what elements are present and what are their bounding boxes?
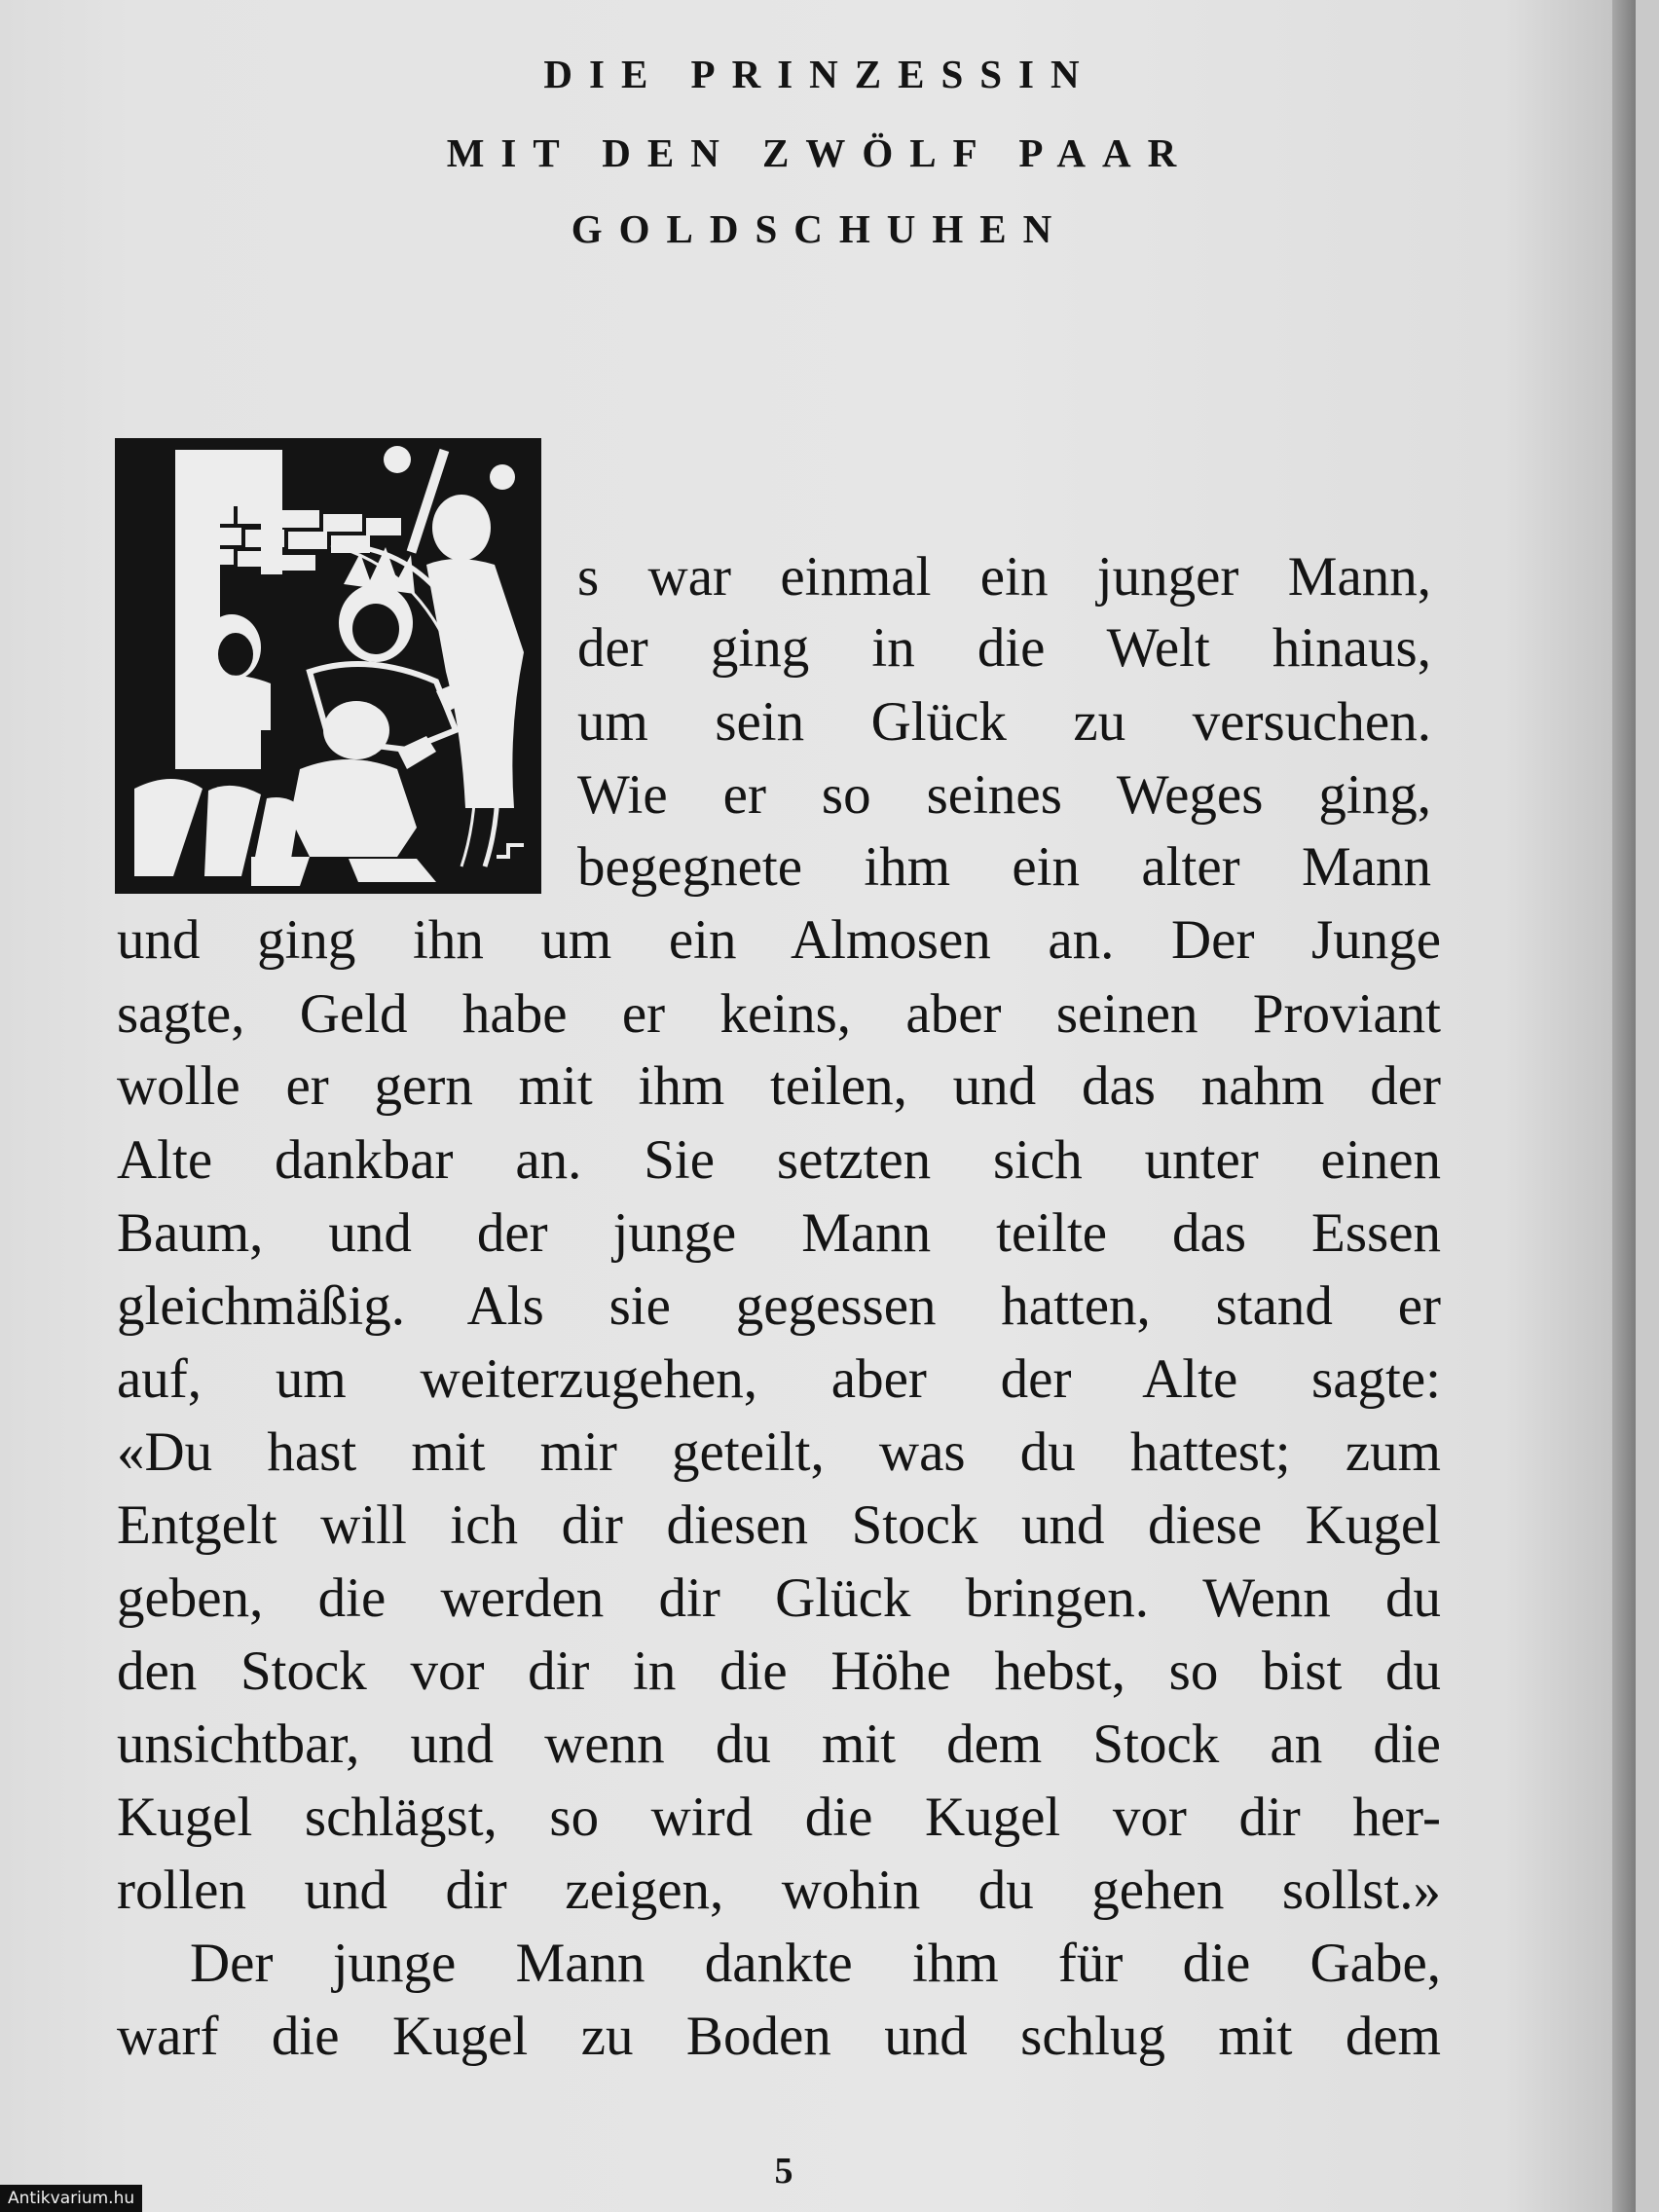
body-line-2: der ging in die Welt hinaus, (577, 617, 1431, 679)
body-line-4: Wie er so seines Weges ging, (577, 764, 1431, 826)
body-line-21: warf die Kugel zu Boden und schlug mit dem (117, 2006, 1441, 2067)
body-line-13: «Du hast mit mir geteilt, was du hattest; zum (117, 1421, 1441, 1483)
body-line-5: begegnete ihm ein alter Mann (577, 836, 1431, 898)
body-line-12: auf, um weiterzugehen, aber der Alte sagte: (117, 1348, 1441, 1410)
woodcut-illustration-icon (115, 438, 541, 894)
page-number: 5 (774, 2151, 793, 2192)
body-line-8: wolle er gern mit ihm teilen, und das nahm der (117, 1055, 1441, 1117)
body-line-11: gleichmäßig. Als sie gegessen hatten, stand er (117, 1275, 1441, 1337)
body-line-10: Baum, und der junge Mann teilte das Essen (117, 1202, 1441, 1264)
body-line-18: Kugel schlägst, so wird die Kugel vor dir her- (117, 1787, 1441, 1848)
title-line-1: DIE PRINZESSIN (543, 52, 1096, 96)
drop-cap-illustration (115, 438, 541, 894)
watermark: Antikvarium.hu (0, 2185, 142, 2212)
body-line-1: s war einmal ein junger Mann, (577, 546, 1431, 608)
body-line-6: und ging ihn um ein Almosen an. Der Junge (117, 909, 1441, 971)
body-line-16: den Stock vor dir in die Höhe hebst, so bist du (117, 1641, 1441, 1702)
body-line-7: sagte, Geld habe er keins, aber seinen Proviant (117, 983, 1441, 1045)
body-line-19: rollen und dir zeigen, wohin du gehen sollst.» (117, 1860, 1441, 1921)
body-line-9: Alte dankbar an. Sie setzten sich unter einen (117, 1129, 1441, 1191)
body-line-17: unsichtbar, und wenn du mit dem Stock an die (117, 1714, 1441, 1775)
body-line-14: Entgelt will ich dir diesen Stock und diese Kugel (117, 1494, 1441, 1556)
body-line-3: um sein Glück zu versuchen. (577, 691, 1431, 753)
body-line-15: geben, die werden dir Glück bringen. Wenn du (117, 1567, 1441, 1629)
page-spine-shadow (1612, 0, 1636, 2212)
body-line-20: Der junge Mann dankte ihm für die Gabe, (190, 1933, 1441, 1994)
title-line-3: GOLDSCHUHEN (571, 206, 1069, 251)
title-line-2: MIT DEN ZWÖLF PAAR (446, 130, 1194, 175)
